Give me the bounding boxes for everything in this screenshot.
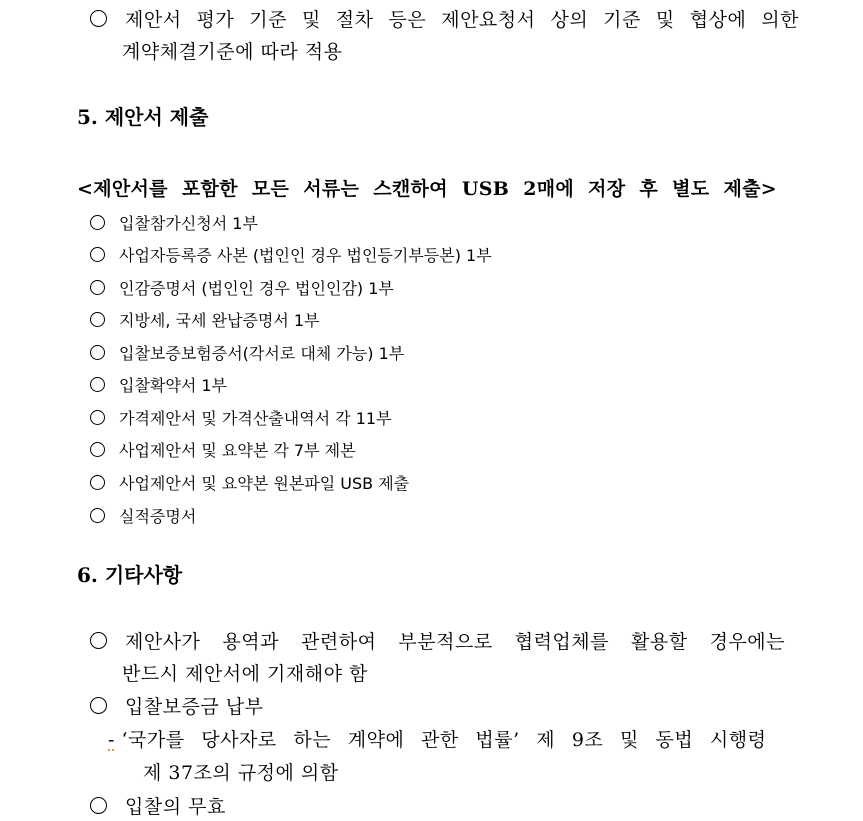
list-item: 가격제안서 및 가격산출내역서 각 11부 (90, 406, 392, 429)
list-item: 입찰확약서 1부 (90, 373, 227, 396)
bullet-circle-icon (90, 312, 105, 327)
bullet-circle-icon (90, 508, 105, 523)
subcontractor-line1: 제안사가 용역과 관련하여 부분적으로 협력업체를 활용할 경우에는 (125, 631, 785, 653)
bullet-circle-icon (90, 797, 107, 814)
list-item: 지방세, 국세 완납증명서 1부 (90, 308, 320, 331)
bullet-circle-icon (90, 475, 105, 490)
evaluation-criteria-line2: 계약체결기준에 따라 적용 (122, 41, 343, 63)
bullet-circle-icon (90, 215, 105, 230)
bid-bond-law-line2: 제 37조의 규정에 의함 (143, 762, 339, 784)
list-item: 입찰참가신청서 1부 (90, 211, 258, 234)
list-item: 입찰보증보험증서(각서로 대체 가능) 1부 (90, 341, 404, 364)
list-item: 사업제안서 및 요약본 원본파일 USB 제출 (90, 471, 409, 494)
bid-bond-law-line1: ‘국가를 당사자로 하는 계약에 관한 법률’ 제 9조 및 동법 시행령 (121, 729, 767, 751)
bullet-circle-icon (90, 442, 105, 457)
subcontractor-item (90, 627, 785, 654)
evaluation-criteria-item (90, 5, 799, 32)
bid-bond-law-item (108, 725, 766, 752)
submission-note: <제안서를 포함한 모든 서류는 스캔하여 USB 2매에 저장 후 별도 제출> (77, 178, 777, 200)
bullet-circle-icon (90, 10, 107, 27)
bullet-circle-icon (90, 280, 105, 295)
list-item: 사업자등록증 사본 (법인인 경우 법인등기부등본) 1부 (90, 243, 492, 266)
list-item: 사업제안서 및 요약본 각 7부 제본 (90, 438, 356, 461)
bullet-circle-icon (90, 377, 105, 392)
bid-bond-item: 입찰보증금 납부 (90, 692, 264, 719)
bid-invalid-item: 입찰의 무효 (90, 792, 226, 819)
bullet-circle-icon (90, 632, 107, 649)
dash-marker: - (108, 729, 115, 751)
section-5-heading: 5. 제안서 제출 (77, 105, 209, 129)
bullet-circle-icon (90, 697, 107, 714)
subcontractor-line2: 반드시 제안서에 기재해야 함 (122, 663, 368, 685)
bullet-circle-icon (90, 247, 105, 262)
section-6-heading: 6. 기타사항 (77, 563, 183, 587)
evaluation-criteria-line1: 제안서 평가 기준 및 절차 등은 제안요청서 상의 기준 및 협상에 의한 (125, 9, 799, 31)
list-item: 실적증명서 (90, 504, 196, 527)
bullet-circle-icon (90, 345, 105, 360)
list-item: 인감증명서 (법인인 경우 법인인감) 1부 (90, 276, 394, 299)
bullet-circle-icon (90, 410, 105, 425)
